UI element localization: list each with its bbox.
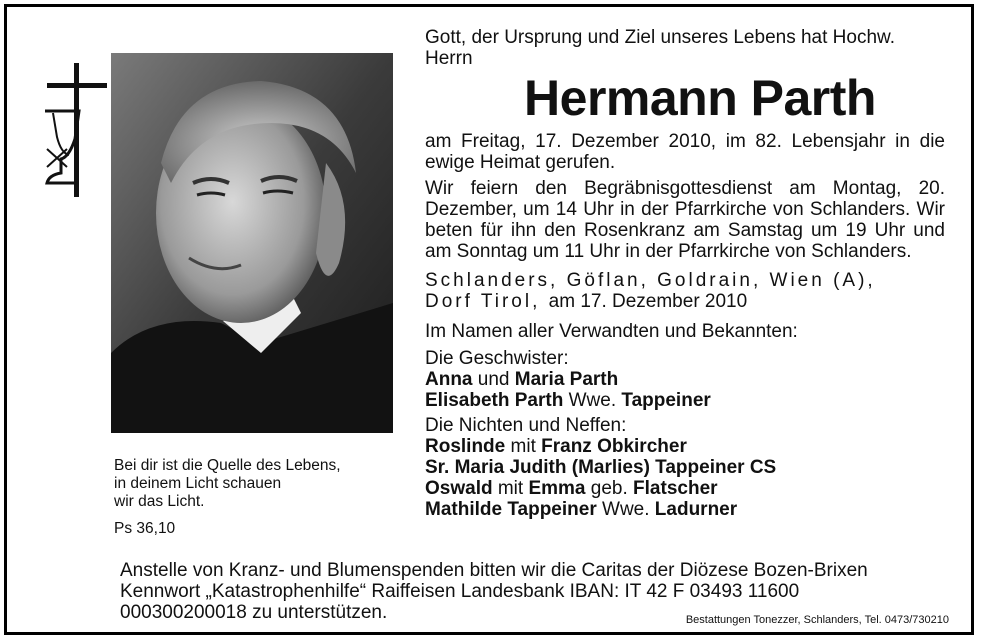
obituary-notice bbox=[4, 4, 974, 635]
donation-line: Kennwort „Katastrophenhilfe“ Raiffeisen Landesbank IBAN: IT 42 F 03493 11600 bbox=[120, 581, 800, 602]
mourner-line: Elisabeth Parth Wwe. Tappeiner bbox=[425, 390, 711, 411]
mourner-line: Mathilde Tappeiner Wwe. Ladurner bbox=[425, 499, 738, 520]
nieces-group bbox=[425, 415, 945, 520]
mourner-line: Oswald mit Emma geb. Flatscher bbox=[425, 478, 718, 499]
places-and-date bbox=[425, 270, 945, 312]
intro-text: Gott, der Ursprung und Ziel unseres Lebens hat Hochw. Herrn bbox=[425, 27, 895, 69]
siblings-group bbox=[425, 348, 945, 411]
psalm-reference: Ps 36,10 bbox=[114, 520, 176, 537]
mourner-line: Roslinde mit Franz Obkircher bbox=[425, 436, 687, 457]
funeral-text: Wir feiern den Begräbnisgottesdienst am Montag, 20. Dezember, um 14 Uhr in der Pfarrkirche von Schlanders. Wir beten für ihn den Rosenkranz am Samstag um 19 Uhr und am Sonntag um 11 Uhr in der Pfarrkirche von Schlanders. bbox=[425, 178, 945, 262]
donation-line: 000300200018 zu unterstützen. bbox=[120, 602, 388, 623]
cross-chalice-icon bbox=[41, 61, 111, 201]
group-label: Die Geschwister: bbox=[425, 348, 569, 369]
deceased-name: Hermann Parth bbox=[524, 70, 876, 126]
mourner-line: Anna und Maria Parth bbox=[425, 369, 619, 390]
main-text-column bbox=[425, 27, 945, 520]
psalm-line: wir das Licht. bbox=[114, 493, 205, 510]
psalm-line: in deinem Licht schauen bbox=[114, 475, 282, 492]
places-line: Schlanders, Göflan, Goldrain, Wien (A), bbox=[425, 270, 876, 291]
death-text: am Freitag, 17. Dezember 2010, im 82. Lebensjahr in die ewige Heimat gerufen. bbox=[425, 131, 945, 173]
donation-line: Anstelle von Kranz- und Blumenspenden bitten wir die Caritas der Diözese Bozen-Brixen bbox=[120, 560, 868, 581]
portrait-photo bbox=[111, 53, 393, 433]
mourner-line: Sr. Maria Judith (Marlies) Tappeiner CS bbox=[425, 457, 777, 478]
notice-date: am 17. Dezember 2010 bbox=[548, 291, 748, 312]
places-line: Dorf Tirol, bbox=[425, 291, 541, 312]
funeral-home-credit: Bestattungen Tonezzer, Schlanders, Tel. 0473/730210 bbox=[685, 614, 949, 626]
group-label: Die Nichten und Neffen: bbox=[425, 415, 627, 436]
psalm-quote bbox=[114, 457, 414, 538]
mourners-intro: Im Namen aller Verwandten und Bekannten: bbox=[425, 321, 798, 342]
psalm-line: Bei dir ist die Quelle des Lebens, bbox=[114, 457, 341, 474]
